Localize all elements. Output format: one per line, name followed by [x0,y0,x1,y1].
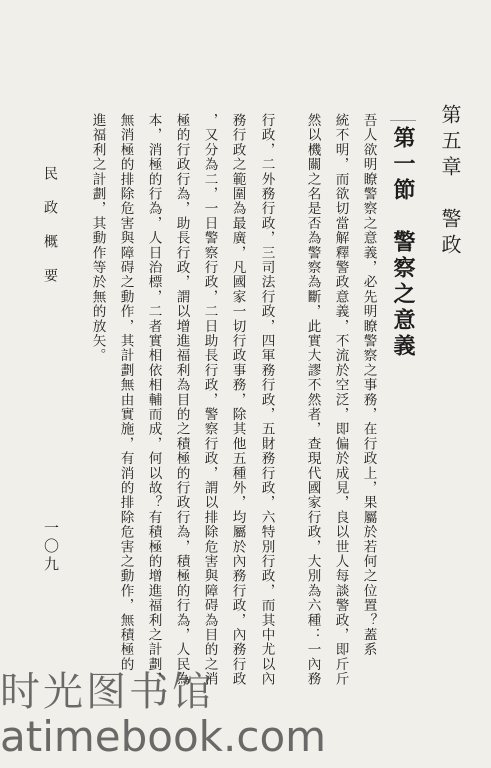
chapter-heading: 第五章 警政 [438,104,462,260]
body-line: 行政，二外務行政，三司法行政，四軍務行政，五財務行政，六特別行政，而其中尤以內 [258,113,275,687]
body-line: 然以機關之名是否為警察為斷，此實大謬不然者，查現代國家行政，大別為六種：一內務 [304,113,321,687]
body-line: 極的行政行為，助長行政，謂以增進福利為目的之積極的行政行為，積極的行為，人民為 [173,113,190,687]
body-line: 本，消極的行為，人日治標，二者實相依相輔而成，何以故？有積極的增進福利之計劃， [145,113,162,687]
watermark-cn: 时光图书馆 [0,669,215,715]
body-line: ，又分為二，一日警察行政，二日助長行政，警察行政，謂以排除危害與障碍為目的之消 [201,113,218,687]
body-line: 無消極的排除危害與障碍之動作，其計劃無由實施，有消的排除危害之動作，無積極的 [117,113,134,672]
body-line: 務行政之範圍為最廣，凡國家一切行政事務，除其他五種外，均屬於內務行政，內務行政 [229,113,246,687]
body-line: 統不明，而欲切當解釋警政意義，不流於空泛，即偏於成見，良以世人每談警政，即斤斤 [332,113,349,687]
body-line: 吾人欲明瞭警察之意義，必先明瞭警察之事務，在行政上，果屬於若何之位置？蓋系 [360,113,377,657]
watermark-en: atimebook.com [0,712,327,761]
body-line: 進福利之計劃，其動作等於無的放矢。 [89,113,106,363]
section-heading: 第一節 警察之意義 [390,126,416,360]
page-number: 一〇九 [42,520,60,574]
running-footer-title: 民政概要 [42,166,58,302]
